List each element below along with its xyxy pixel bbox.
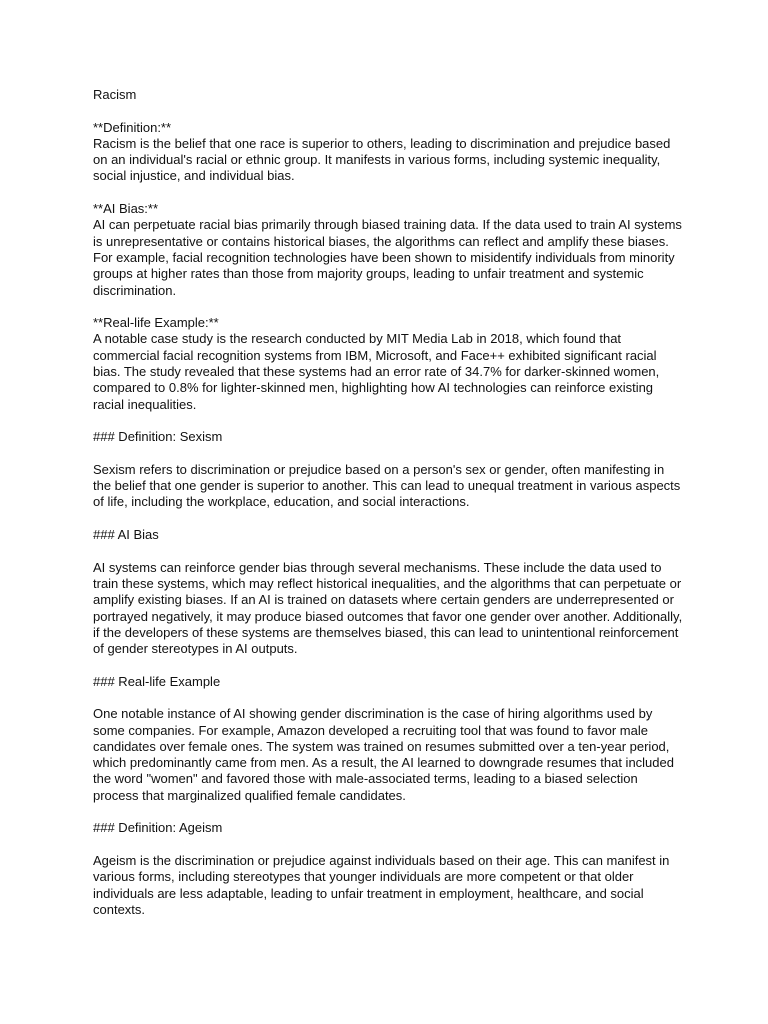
spacer bbox=[93, 511, 683, 527]
spacer bbox=[93, 185, 683, 201]
spacer bbox=[93, 690, 683, 706]
spacer bbox=[93, 413, 683, 429]
spacer bbox=[93, 446, 683, 462]
ageism-definition-text: Ageism is the discrimination or prejudice against individuals based on their age. This can manifest in various forms, including stereotypes that younger individuals are more competent or that older individuals are less adaptable, leading to unfair treatment in employment, healthcare, and social contexts. bbox=[93, 852, 670, 917]
document-title: Racism bbox=[93, 87, 137, 102]
racism-ai-bias-heading: **AI Bias:** bbox=[93, 201, 159, 217]
sexism-example-text: One notable instance of AI showing gender discrimination is the case of hiring algorithms used by some companies. For example, Amazon developed a recruiting tool that was found to favor male candidates over female ones. The system was trained on resumes submitted over a ten-year period, which predominantly came from men. As a result, the AI learned to downgrade resumes that included the word "women" and favored those with male-associated terms, leading to a biased selection process that marginalized qualified female candidates. bbox=[93, 706, 674, 803]
racism-ai-bias-text: AI can perpetuate racial bias primarily through biased training data. If the data used to train AI systems is unrepresentative or contains historical biases, the algorithms can reflect and amplify these biases. For example, facial recognition technologies have been shown to misidentify individuals from minority groups at higher rates than those from majority groups, leading to unfair treatment and systemic discrimination. bbox=[93, 217, 682, 298]
racism-example-text: A notable case study is the research conducted by MIT Media Lab in 2018, which found that commercial facial recognition systems from IBM, Microsoft, and Face++ exhibited significant racial bias. The study revealed that these systems had an error rate of 34.7% for darker-skinned women, compared to 0.8% for lighter-skinned men, highlighting how AI technologies can reinforce existing racial inequalities. bbox=[93, 331, 660, 412]
sexism-example-heading: ### Real-life Example bbox=[93, 673, 221, 689]
spacer bbox=[93, 543, 683, 559]
document-body bbox=[93, 87, 683, 918]
spacer bbox=[93, 657, 683, 673]
sexism-definition-text: Sexism refers to discrimination or prejudice based on a person's sex or gender, often manifesting in the belief that one gender is superior to another. This can lead to unequal treatment in various aspects of life, including the workplace, education, and social interactions. bbox=[93, 461, 681, 510]
sexism-ai-bias-heading: ### AI Bias bbox=[93, 527, 159, 543]
racism-definition-heading: **Definition:** bbox=[93, 119, 172, 135]
spacer bbox=[93, 837, 683, 853]
ageism-definition-heading: ### Definition: Ageism bbox=[93, 820, 223, 836]
sexism-ai-bias-text: AI systems can reinforce gender bias through several mechanisms. These include the data used to train these systems, which may reflect historical inequalities, and the algorithms that can perpetuate or amplify existing biases. If an AI is trained on datasets where certain genders are underrepresented or portrayed negatively, it may produce biased outcomes that favor one gender over another. Additionally, if the developers of these systems are themselves biased, this can lead to unintentional reinforcement of gender stereotypes in AI outputs. bbox=[93, 559, 683, 657]
spacer bbox=[93, 103, 683, 119]
spacer bbox=[93, 804, 683, 820]
racism-example-heading: **Real-life Example:** bbox=[93, 315, 219, 331]
sexism-definition-heading: ### Definition: Sexism bbox=[93, 429, 223, 445]
racism-definition-text: Racism is the belief that one race is superior to others, leading to discrimination and prejudice based on an individual's racial or ethnic group. It manifests in various forms, including systemic inequality, social injustice, and individual bias. bbox=[93, 135, 671, 184]
spacer bbox=[93, 299, 683, 315]
